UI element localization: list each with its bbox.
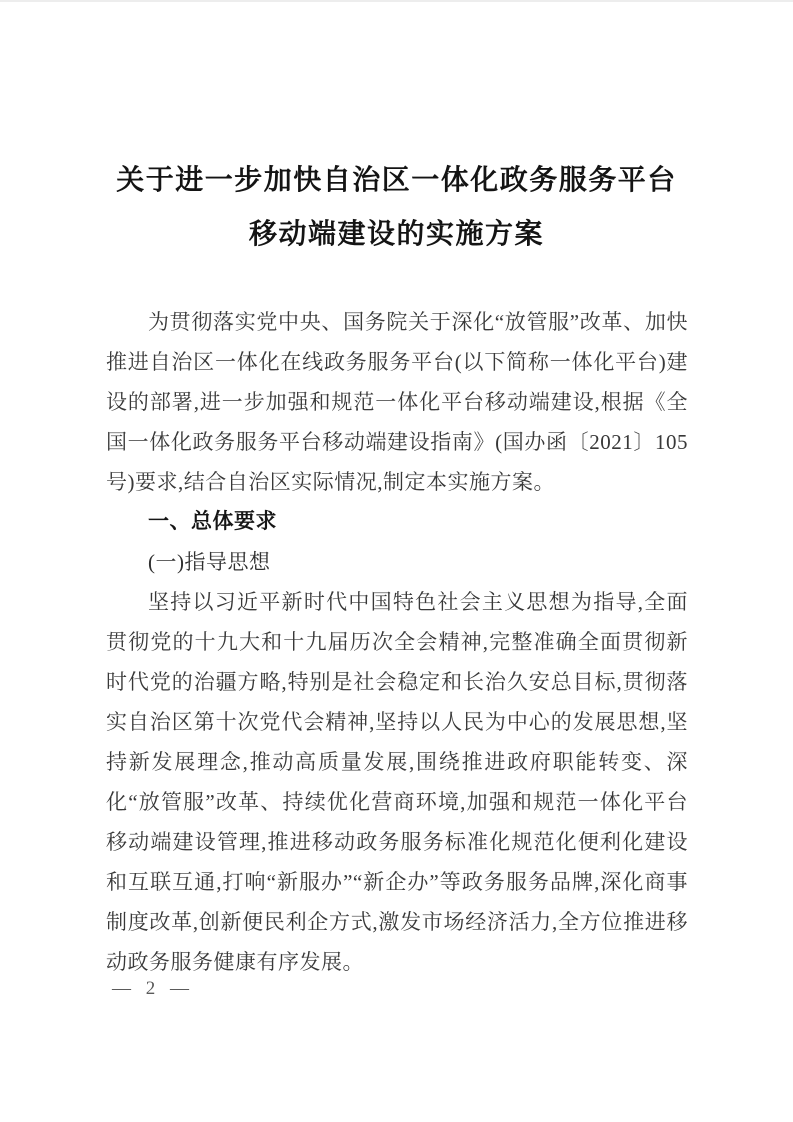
- document-title: [0, 154, 793, 262]
- title-line: 关于进一步加快自治区一体化政务服务平台: [116, 165, 677, 196]
- page-number: — 2 —: [112, 978, 190, 999]
- section-heading: 一、总体要求: [148, 510, 277, 533]
- intro-paragraph: 为贯彻落实党中央、国务院关于深化“放管服”改革、加快推进自治区一体化在线政务服务平台(以下简称一体化平台)建设的部署,进一步加强和规范一体化平台移动端建设,根据《全国一体化政务服务平台移动端建设指南》(国办函〔2021〕105 号)要求,结合自治区实际情况,制定本实施方案。: [106, 310, 688, 494]
- title-line: 移动端建设的实施方案: [248, 219, 544, 250]
- body-paragraph: 坚持以习近平新时代中国特色社会主义思想为指导,全面贯彻党的十九大和十九届历次全会精神,完整准确全面贯彻新时代党的治疆方略,特别是社会稳定和长治久安总目标,贯彻落实自治区第十次党代会精神,坚持以人民为中心的发展思想,坚持新发展理念,推动高质量发展,围绕推进政府职能转变、深化“放管服”改革、持续优化营商环境,加强和规范一体化平台移动端建设管理,推进移动政务服务标准化规范化便利化建设和互联互通,打响“新服办”“新企办”等政务服务品牌,深化商事制度改革,创新便民利企方式,激发市场经济活力,全方位推进移动政务服务健康有序发展。: [106, 590, 688, 974]
- subsection-heading: (一)指导思想: [148, 550, 271, 574]
- document-body: [106, 302, 688, 982]
